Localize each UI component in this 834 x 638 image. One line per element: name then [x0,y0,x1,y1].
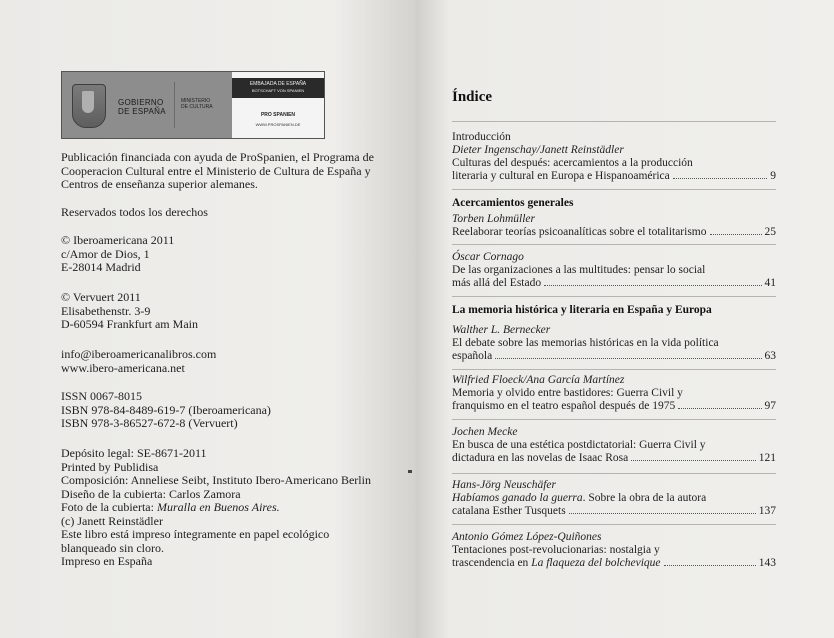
prospanien-website: WWW.PROSPANIEN.DE [255,122,301,127]
gutter-mark [408,470,412,473]
toc-entry: Hans-Jörg Neuschäfer Habíamos ganado la guerra. Sobre la obra de la autora catalana Esther Tusquets 137 [452,479,776,517]
divider [452,121,776,122]
gobierno-label: GOBIERNO DE ESPAÑA [118,98,166,116]
embassy-bar: EMBAJADA DE ESPAÑA BOTSCHAFT VON SPANIEN [232,78,324,98]
publisher-vervuert: © Vervuert 2011 Elisabethenstr. 3-9 D-60594 Frankfurt am Main [61,290,198,331]
isbn-block: ISSN 0067-8015 ISBN 978-84-8489-619-7 (Iberoamericana) ISBN 978-3-86527-672-8 (Vervuert) [61,389,271,430]
embassy-logo [232,72,324,138]
toc-entry: Wilfried Floeck/Ana García Martínez Memoria y olvido entre bastidores: Guerra Civil y franquismo en el teatro español después de 1975 97 [452,374,776,412]
toc-entry: Torben Lohmüller Reelaborar teorías psicoanalíticas sobre el totalitarismo 25 [452,213,776,238]
divider [452,524,776,525]
funding-note: Publicación financiada con ayuda de ProSpanien, el Programa de Cooperacion Cultural entre el Ministerio de Cultura de España y Centros de enseñanza superior alemanes. [61,150,374,191]
page-number: 63 [764,350,776,362]
section-heading: La memoria histórica y literaria en España y Europa [452,304,712,316]
toc-entry: Antonio Gómez López-Quiñones Tentaciones post-revolucionarias: nostalgia y trascendencia en La flaqueza del bolchevique 143 [452,531,776,569]
cover-photo-credit: Foto de la cubierta: Muralla en Buenos Aires. [61,500,280,514]
divider [452,419,776,420]
page-number: 25 [764,226,776,238]
sponsor-logo-banner [61,71,325,139]
page-number: 9 [770,170,776,182]
page-number: 41 [764,277,776,289]
page-number: 137 [758,505,776,517]
toc-entry: Walther L. Bernecker El debate sobre las memorias históricas en la vida política española 63 [452,324,776,362]
legal-block: Depósito legal: SE-8671-2011 Printed by Publidisa Composición: Anneliese Seibt, Instituto Ibero-Americano Berlin Diseño de la cubierta: Carlos Zamora Foto de la cubierta: Muralla en Buenos Aires. (c) Janett Reinstädler Este libro está impreso íntegramente en papel ecológico blanqueado sin cloro. Impreso en España [61,446,371,568]
page-number: 97 [764,400,776,412]
toc-entry-intro: Introducción Dieter Ingenschay/Janett Reinstädler Culturas del después: acercamientos a la producción literaria y cultural en Europa e Hispanoamérica 9 [452,131,776,182]
toc-entry: Jochen Mecke En busca de una estética postdictatorial: Guerra Civil y dictadura en las novelas de Isaac Rosa 121 [452,426,776,464]
divider [452,369,776,370]
page-title: Índice [452,89,493,105]
contact-info: info@iberoamericanalibros.com www.ibero-americana.net [61,347,217,375]
prospanien-label: PRO SPANIEN [260,112,296,118]
coat-of-arms-icon [72,84,106,128]
toc-entry: Óscar Cornago De las organizaciones a las multitudes: pensar lo social más allá del Estado 41 [452,251,776,289]
section-heading: Acercamientos generales [452,197,574,209]
page-number: 121 [758,452,776,464]
ministerio-label: MINISTERIO DE CULTURA [181,98,213,110]
divider [452,296,776,297]
divider [452,473,776,474]
banner-divider [174,82,175,128]
divider [452,244,776,245]
rights-reserved: Reservados todos los derechos [61,205,208,219]
divider [452,189,776,190]
page-number: 143 [758,557,776,569]
publisher-iberoamericana: © Iberoamericana 2011 c/Amor de Dios, 1 E-28014 Madrid [61,233,175,274]
